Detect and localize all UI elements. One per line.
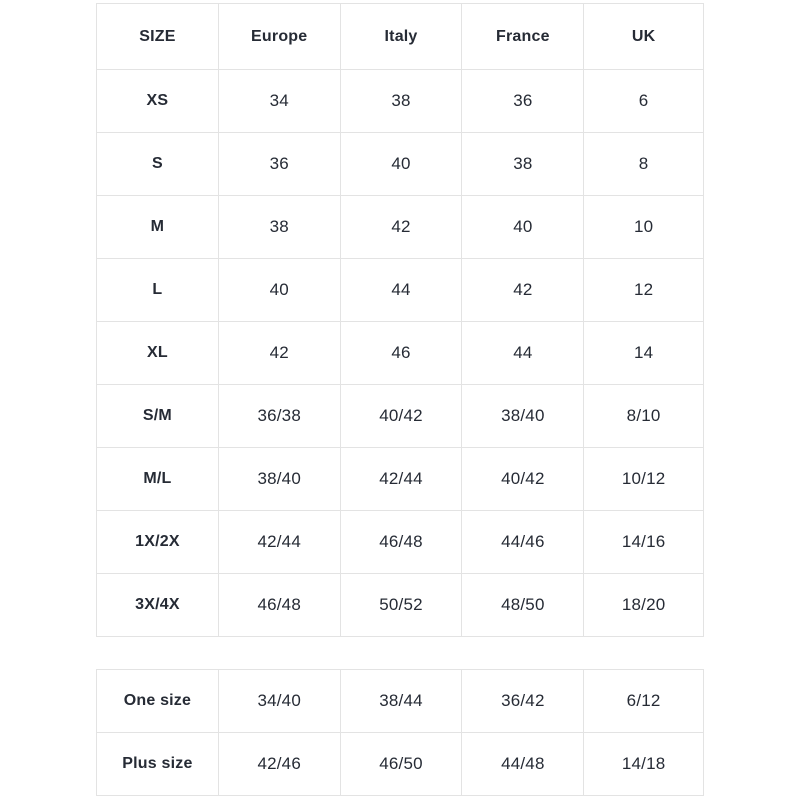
cell-italy: 38 xyxy=(340,70,462,133)
cell-europe: 40 xyxy=(218,259,340,322)
cell-italy: 40 xyxy=(340,133,462,196)
cell-uk: 6 xyxy=(584,70,704,133)
cell-uk: 14 xyxy=(584,322,704,385)
cell-france: 36/42 xyxy=(462,670,584,733)
table-row xyxy=(97,385,704,448)
cell-uk: 14/18 xyxy=(584,733,704,796)
cell-europe: 38/40 xyxy=(218,448,340,511)
cell-europe: 36/38 xyxy=(218,385,340,448)
cell-france: 40 xyxy=(462,196,584,259)
cell-france: 40/42 xyxy=(462,448,584,511)
cell-france: 44/48 xyxy=(462,733,584,796)
row-label: 1X/2X xyxy=(97,511,219,574)
column-header-europe: Europe xyxy=(218,4,340,70)
cell-italy: 42 xyxy=(340,196,462,259)
cell-europe: 34 xyxy=(218,70,340,133)
cell-italy: 40/42 xyxy=(340,385,462,448)
table-row xyxy=(97,70,704,133)
cell-italy: 46/48 xyxy=(340,511,462,574)
cell-europe: 42 xyxy=(218,322,340,385)
table-row xyxy=(97,733,704,796)
cell-europe: 36 xyxy=(218,133,340,196)
cell-france: 44/46 xyxy=(462,511,584,574)
row-label: S xyxy=(97,133,219,196)
cell-france: 42 xyxy=(462,259,584,322)
cell-france: 38 xyxy=(462,133,584,196)
row-label: M/L xyxy=(97,448,219,511)
cell-uk: 10/12 xyxy=(584,448,704,511)
table-row xyxy=(97,574,704,637)
cell-italy: 38/44 xyxy=(340,670,462,733)
cell-uk: 8 xyxy=(584,133,704,196)
row-label: One size xyxy=(97,670,219,733)
cell-italy: 42/44 xyxy=(340,448,462,511)
cell-europe: 42/44 xyxy=(218,511,340,574)
cell-france: 36 xyxy=(462,70,584,133)
row-label: XL xyxy=(97,322,219,385)
cell-uk: 12 xyxy=(584,259,704,322)
cell-italy: 50/52 xyxy=(340,574,462,637)
cell-europe: 38 xyxy=(218,196,340,259)
cell-uk: 6/12 xyxy=(584,670,704,733)
table-header-row xyxy=(97,4,704,70)
row-label: S/M xyxy=(97,385,219,448)
table-row xyxy=(97,259,704,322)
column-header-france: France xyxy=(462,4,584,70)
one-size-conversion-table xyxy=(96,669,704,796)
row-label: Plus size xyxy=(97,733,219,796)
table-body xyxy=(97,670,704,796)
table-row xyxy=(97,133,704,196)
table-header xyxy=(97,4,704,70)
table-row xyxy=(97,196,704,259)
size-conversion-table xyxy=(96,3,704,637)
cell-europe: 42/46 xyxy=(218,733,340,796)
cell-italy: 44 xyxy=(340,259,462,322)
row-label: XS xyxy=(97,70,219,133)
cell-uk: 10 xyxy=(584,196,704,259)
table-row xyxy=(97,448,704,511)
table-body xyxy=(97,70,704,637)
table-row xyxy=(97,511,704,574)
cell-uk: 8/10 xyxy=(584,385,704,448)
cell-italy: 46/50 xyxy=(340,733,462,796)
table-row xyxy=(97,322,704,385)
column-header-uk: UK xyxy=(584,4,704,70)
row-label: 3X/4X xyxy=(97,574,219,637)
row-label: M xyxy=(97,196,219,259)
cell-uk: 14/16 xyxy=(584,511,704,574)
cell-france: 48/50 xyxy=(462,574,584,637)
row-label: L xyxy=(97,259,219,322)
column-header-size: SIZE xyxy=(97,4,219,70)
table-row xyxy=(97,670,704,733)
cell-europe: 46/48 xyxy=(218,574,340,637)
cell-france: 38/40 xyxy=(462,385,584,448)
cell-uk: 18/20 xyxy=(584,574,704,637)
cell-italy: 46 xyxy=(340,322,462,385)
column-header-italy: Italy xyxy=(340,4,462,70)
cell-france: 44 xyxy=(462,322,584,385)
cell-europe: 34/40 xyxy=(218,670,340,733)
